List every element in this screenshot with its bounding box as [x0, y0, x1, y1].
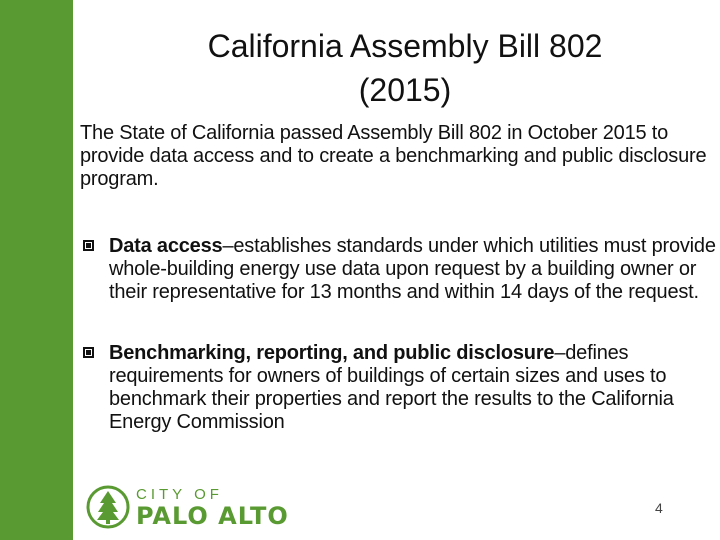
logo-name-text: PALO ALTO	[136, 502, 289, 530]
tree-seal-icon	[86, 485, 130, 529]
intro-paragraph: The State of California passed Assembly Bill 802 in October 2015 to provide data access and to create a benchmarking and public disclosure program.	[80, 122, 707, 190]
bullet-data-access	[80, 235, 718, 304]
bullet-text: –defines requirements for owners of buildings of certain sizes and uses to benchmark their properties and report the results to the California Energy Commission	[109, 342, 674, 433]
bullet-heading: Data access	[109, 235, 223, 257]
slide-title-line2: (2015)	[358, 72, 452, 108]
logo-city-text: CITY OF	[136, 486, 223, 503]
page-number: 4	[655, 500, 663, 516]
bullet-benchmarking	[80, 342, 718, 434]
slide-title-line1: California Assembly Bill 802	[207, 28, 603, 64]
city-logo	[86, 484, 306, 532]
bullet-list	[80, 235, 718, 434]
square-bullet-icon	[83, 347, 94, 358]
bullet-heading: Benchmarking, reporting, and public disclosure	[109, 342, 555, 364]
square-bullet-icon	[83, 240, 94, 251]
slide-title	[95, 24, 715, 112]
bullet-text: –establishes standards under which utilities must provide whole-building energy use data upon request by a building owner or their representative for 13 months and within 14 days of the request.	[109, 235, 716, 303]
accent-sidebar	[0, 0, 73, 540]
